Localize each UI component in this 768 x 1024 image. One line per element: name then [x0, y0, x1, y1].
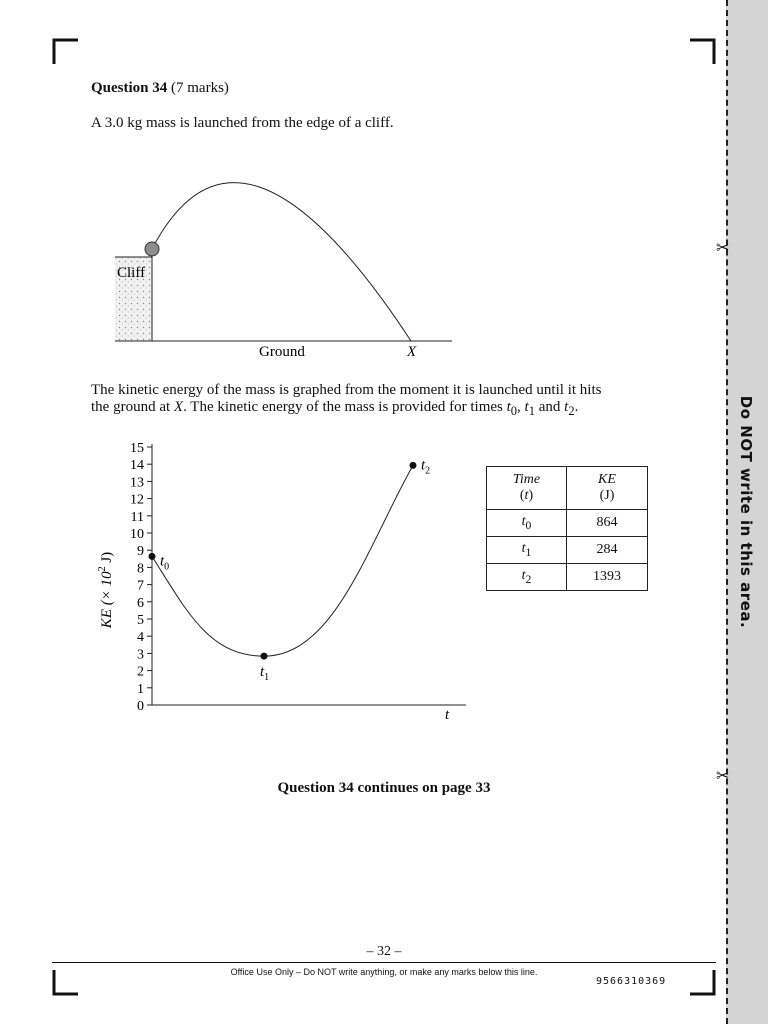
table-row: $t_1$ 284	[487, 537, 648, 564]
footer-divider	[52, 962, 716, 963]
table-row: $t_0$ 864	[487, 510, 648, 537]
table-header-time: Time (t)	[487, 467, 567, 510]
landing-point-label: X	[407, 344, 417, 360]
question-label: Question 34	[91, 80, 168, 96]
question-heading	[91, 80, 229, 97]
table-cell-ke: 864	[567, 510, 648, 537]
y-tick-label: 5	[137, 613, 144, 628]
ke-curve	[152, 465, 413, 656]
barcode-number: 9566310369	[596, 976, 667, 987]
question-intro: A 3.0 kg mass is launched from the edge of a cliff.	[91, 115, 394, 131]
y-tick-label: 12	[130, 492, 144, 508]
ke-graph	[86, 430, 476, 725]
y-tick-label: 1	[137, 681, 144, 697]
y-tick-label: 11	[130, 509, 144, 525]
y-tick-label: 7	[137, 578, 144, 594]
ke-point-label: $t_1$	[260, 664, 270, 684]
y-tick-label: 9	[137, 544, 144, 560]
y-tick-label: 2	[137, 664, 144, 680]
y-tick-group	[130, 441, 152, 714]
question-marks: (7 marks)	[171, 80, 229, 96]
mass-ball	[145, 242, 159, 256]
table-row: $t_2$ 1393	[487, 564, 648, 591]
ke-point-group	[149, 457, 431, 683]
ke-point-label: $t_2$	[421, 457, 431, 477]
y-tick-label: 0	[137, 699, 144, 714]
ke-table	[486, 466, 648, 591]
ke-point-label: $t_0$	[160, 553, 170, 573]
y-tick-label: 14	[130, 458, 144, 474]
ke-point	[149, 553, 156, 560]
page-number: – 32 –	[366, 944, 402, 959]
table-cell-ke: 1393	[567, 564, 648, 591]
ke-point	[410, 462, 417, 469]
y-tick-label: 4	[137, 630, 144, 646]
y-tick-label: 13	[130, 475, 144, 491]
scissors-icon: ✂	[716, 766, 730, 785]
office-use-note: Office Use Only – Do NOT write anything, or make any marks below this line.	[230, 967, 538, 977]
projectile-diagram	[100, 140, 460, 365]
trajectory-path	[152, 183, 411, 341]
cut-line	[726, 0, 728, 1024]
y-tick-label: 10	[130, 527, 144, 542]
margin-warning: Do NOT write in this area.	[737, 395, 755, 629]
y-tick-label: 8	[137, 561, 144, 577]
ke-point	[261, 653, 268, 660]
ground-label: Ground	[259, 344, 305, 360]
corner-mark-top-right	[690, 38, 716, 64]
cliff-label: Cliff	[117, 265, 146, 281]
table-header-ke: KE (J)	[567, 467, 648, 510]
x-axis-label: t	[445, 707, 450, 723]
scissors-icon: ✂	[716, 238, 730, 257]
description-paragraph: The kinetic energy of the mass is graphed from the moment it is launched until it hits the ground at X. The kinetic energy of the mass is provided for times $t_0$, $t_1$ and $t_2$.	[91, 382, 602, 418]
table-cell-ke: 284	[567, 537, 648, 564]
y-tick-label: 6	[137, 595, 144, 611]
corner-mark-top-left	[52, 38, 78, 64]
y-axis-label: KE (× $10^2$ J)	[97, 551, 115, 629]
y-tick-label: 15	[130, 441, 144, 456]
y-tick-label: 3	[137, 647, 144, 663]
continues-note: Question 34 continues on page 33	[277, 780, 491, 796]
